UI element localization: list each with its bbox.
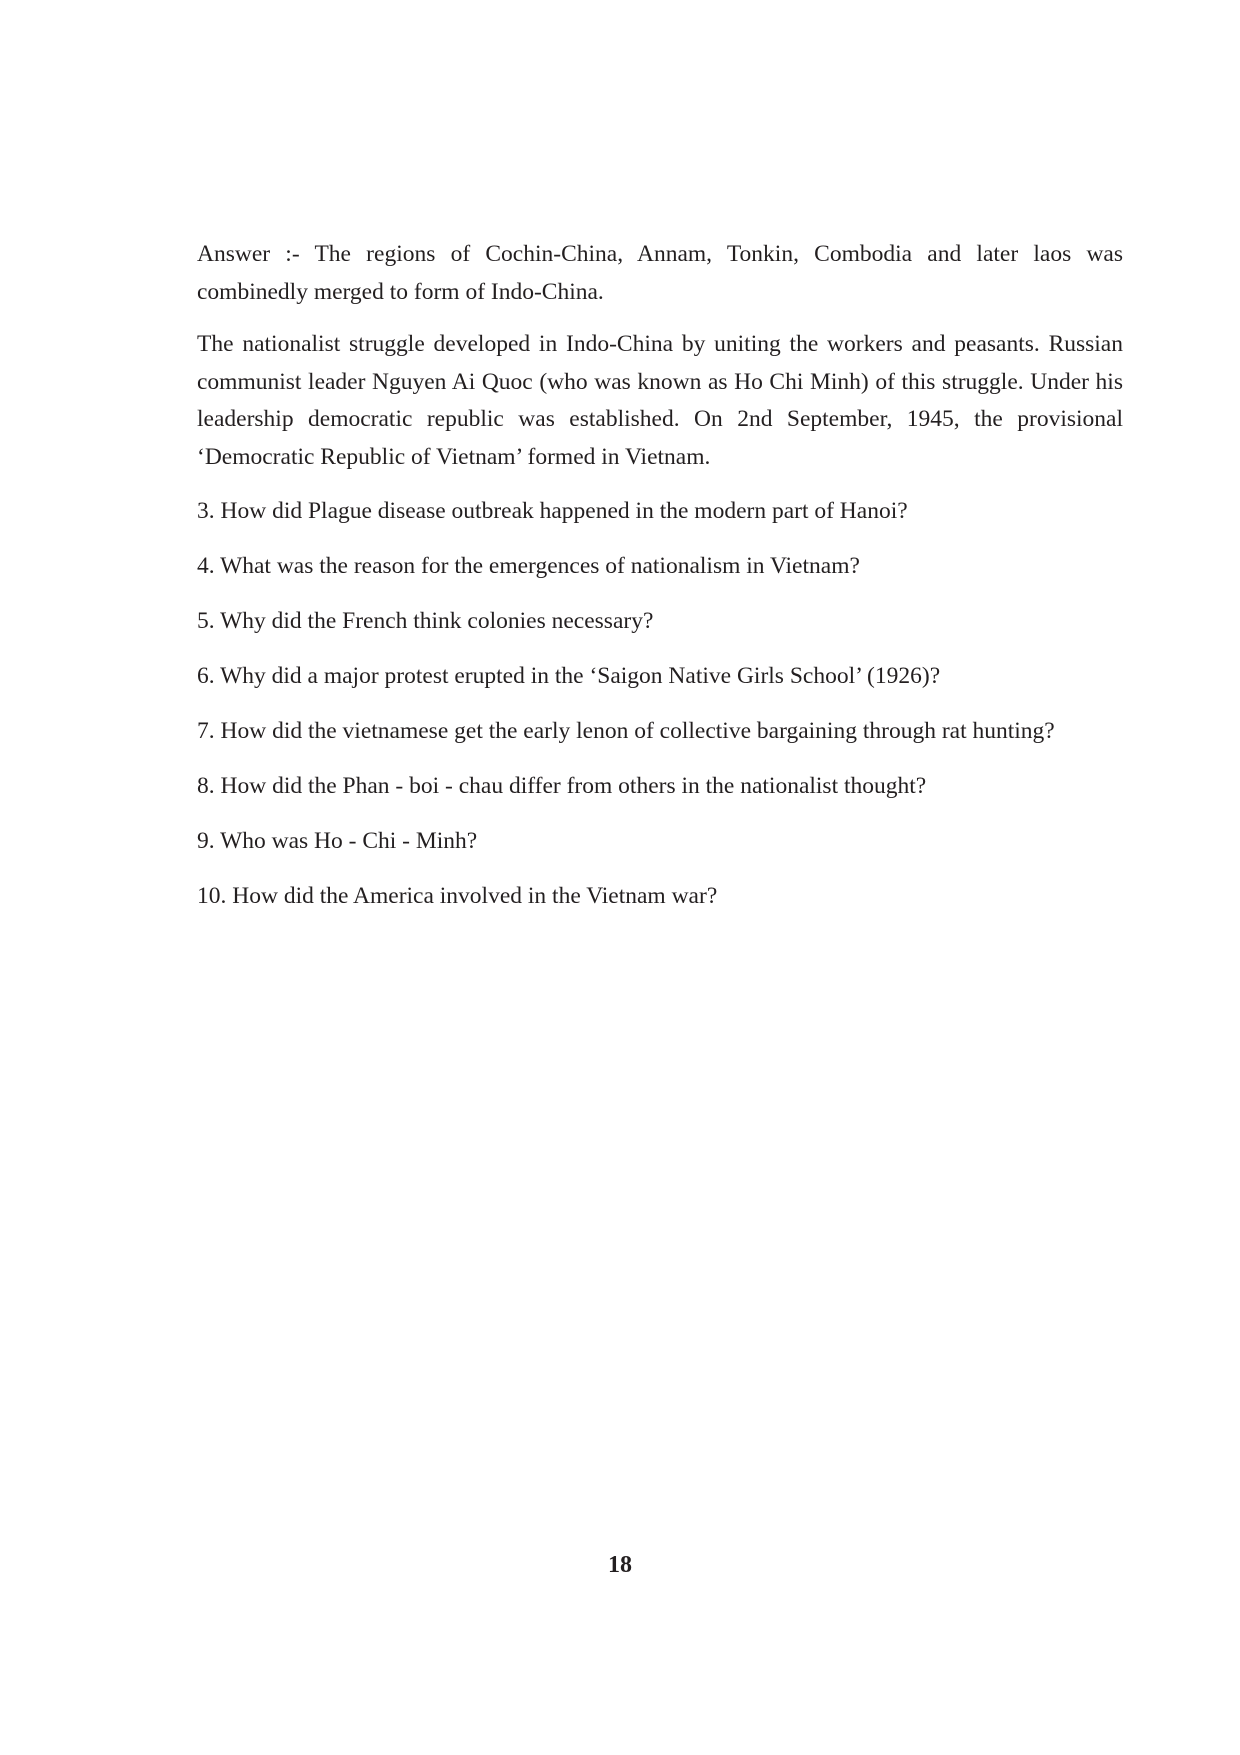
nationalist-struggle-paragraph: The nationalist struggle developed in Indo-China by uniting the workers and peasants. Russian communist leader Nguyen Ai Quoc (who was known as Ho Chi Minh) of this struggle. Under his leadership democratic republic was established. On 2nd September, 1945, the provisional ‘Democratic Republic of Vietnam’ formed in Vietnam.: [197, 331, 1123, 470]
page-number: 18: [608, 1552, 632, 1578]
question-6: 6. Why did a major protest erupted in the ‘Saigon Native Girls School’ (1926)?: [197, 663, 941, 689]
question-3: 3. How did Plague disease outbreak happened in the modern part of Hanoi?: [197, 498, 908, 524]
page-content: [197, 236, 1123, 933]
answer-paragraph: Answer :- The regions of Cochin-China, Annam, Tonkin, Combodia and later laos was combinedly merged to form of Indo-China.: [197, 241, 1123, 305]
question-5: 5. Why did the French think colonies necessary?: [197, 608, 654, 634]
question-4: 4. What was the reason for the emergences of nationalism in Vietnam?: [197, 553, 860, 579]
question-7: 7. How did the vietnamese get the early lenon of collective bargaining through rat hunting?: [197, 718, 1055, 744]
question-9: 9. Who was Ho - Chi - Minh?: [197, 828, 478, 854]
question-8: 8. How did the Phan - boi - chau differ from others in the nationalist thought?: [197, 773, 927, 799]
question-10: 10. How did the America involved in the Vietnam war?: [197, 883, 718, 909]
